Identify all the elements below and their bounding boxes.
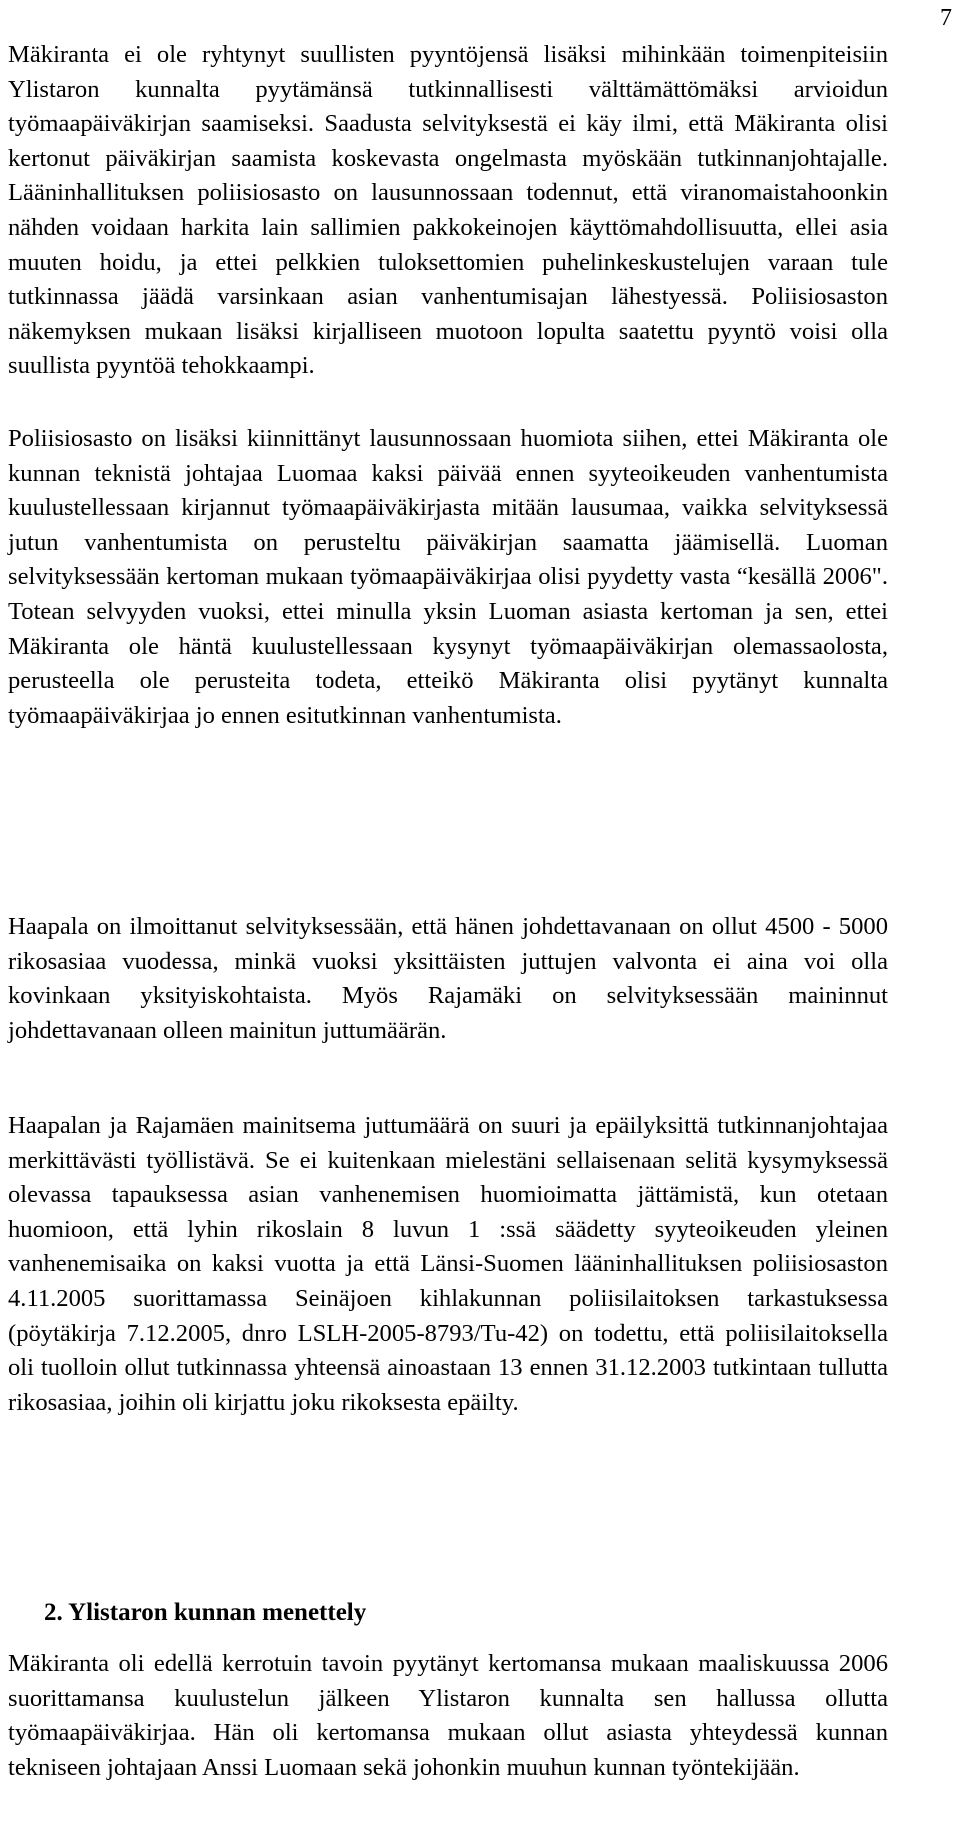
paragraph-4: Haapalan ja Rajamäen mainitsema juttumäärä on suuri ja epäilyksittä tutkinnanjohtajaa merkittävästi työllistävä. Se ei kuitenkaan mielestäni sellaisenaan selitä kysymyksessä olevassa tapauksessa asian vanhenemisen huomioimatta jättämistä, kun otetaan huomioon, että lyhin rikoslain 8 luvun 1 :ssä säädetty syyteoikeuden yleinen vanhenemisaika on kaksi vuotta ja että Länsi-Suomen lääninhallituksen poliisiosaston 4.11.2005 suorittamassa Seinäjoen kihlakunnan poliisilaitoksen tarkastuksessa (pöytäkirja 7.12.2005, dnro LSLH-2005-8793/Tu-42) on todettu, että poliisilaitoksella oli tuolloin ollut tutkinnassa yhteensä ainoastaan 13 ennen 31.12.2003 tutkintaan tullutta rikosasiaa, joihin oli kirjattu joku rikoksesta epäilty.	[8, 1112, 888, 1416]
paragraph-5: Mäkiranta oli edellä kerrotuin tavoin pyytänyt kertomansa mukaan maaliskuussa 2006 suorittamansa kuulustelun jälkeen Ylistaron kunnalta sen hallussa ollutta työmaapäiväkirjaa. Hän oli kertomansa mukaan ollut asiasta yhteydessä kunnan tekniseen johtajaan Anssi Luomaan sekä johonkin muuhun kunnan työntekijään.	[8, 1650, 888, 1781]
paragraph-1: Mäkiranta ei ole ryhtynyt suullisten pyyntöjensä lisäksi mihinkään toimenpiteisiin Ylistaron kunnalta pyytämänsä tutkinnallisesti välttämättömäksi arvioidun työmaapäiväkirjan saamiseksi. Saadusta selvityksestä ei käy ilmi, että Mäkiranta olisi kertonut päiväkirjan saamista koskevasta ongelmasta myöskään tutkinnanjohtajalle. Lääninhallituksen poliisiosasto on lausunnossaan todennut, että viranomaistahoonkin nähden voidaan harkita lain sallimien pakkokeinojen käyttömahdollisuutta, ellei asia muuten hoidu, ja ettei pelkkien tuloksettomien puhelinkeskustelujen varaan tule tutkinnassa jäädä varsinkaan asian vanhentumisajan lähestyessä. Poliisiosaston näkemyksen mukaan lisäksi kirjalliseen muotoon lopulta saatettu pyyntö voisi olla suullista pyyntöä tehokkaampi.	[8, 41, 888, 380]
paragraph-3: Haapala on ilmoittanut selvityksessään, että hänen johdettavanaan on ollut 4500 - 5000 rikosasiaa vuodessa, minkä vuoksi yksittäisten juttujen valvonta ei aina voi olla kovinkaan yksityiskohtaista. Myös Rajamäki on selvityksessään maininnut johdettavanaan olleen mainitun juttumäärän.	[8, 913, 888, 1044]
paragraph-2: Poliisiosasto on lisäksi kiinnittänyt lausunnossaan huomiota siihen, ettei Mäkiranta ole kunnan teknistä johtajaa Luomaa kaksi päivää ennen syyteoikeuden vanhentumista kuulustellessaan kirjannut työmaapäiväkirjasta mitään lausumaa, vaikka selvityksessä jutun vanhentumista on perusteltu päiväkirjan saamatta jäämisellä. Luoman selvityksessään kertoman mukaan työmaapäiväkirjaa olisi pyydetty vasta “kesällä 2006". Totean selvyyden vuoksi, ettei minulla yksin Luoman asiasta kertoman ja sen, ettei Mäkiranta ole häntä kuulustellessaan kysynyt työmaapäiväkirjan olemassaolosta, perusteella ole perusteita todeta, etteikö Mäkiranta olisi pyytänyt kunnalta työmaapäiväkirjaa jo ennen esitutkinnan vanhentumista.	[8, 425, 888, 729]
page-number: 7	[940, 5, 952, 31]
section-heading: 2. Ylistaron kunnan menettely	[44, 1599, 367, 1626]
